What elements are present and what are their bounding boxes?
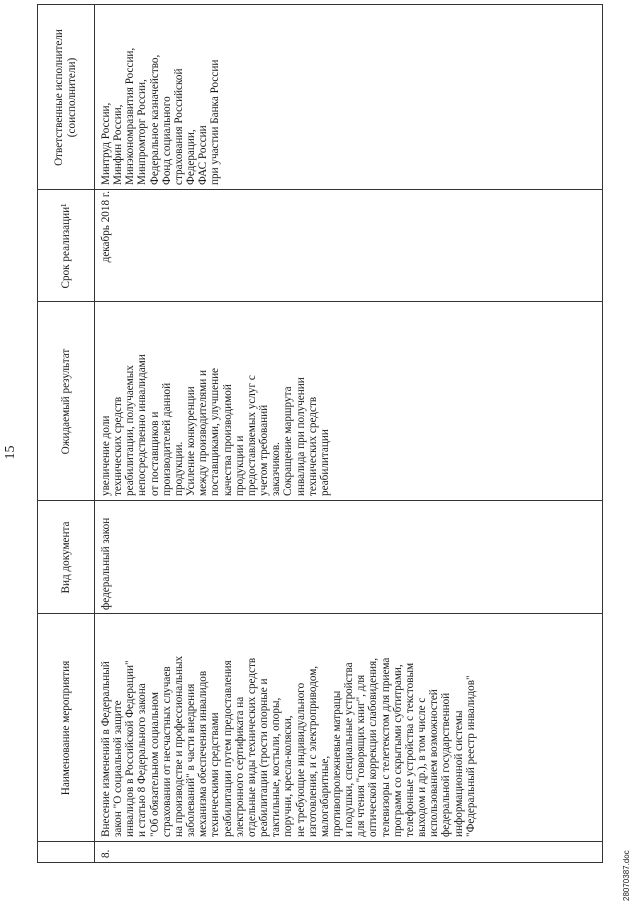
document-type-value: федеральный закон	[100, 517, 112, 610]
column-divider	[38, 613, 602, 614]
header-expected-result: Ожидаемый результат	[59, 348, 72, 455]
row-number: 8.	[100, 849, 112, 858]
column-divider	[38, 189, 602, 190]
column-divider	[38, 500, 602, 501]
column-divider	[38, 301, 602, 302]
header-measure-name: Наименование мероприятия	[59, 660, 72, 796]
header-document-type: Вид документа	[59, 521, 72, 594]
page-number: 15	[3, 445, 18, 460]
header-divider	[94, 5, 95, 862]
header-deadline: Срок реализации¹	[59, 203, 72, 289]
column-divider	[38, 841, 602, 842]
measures-table	[37, 4, 603, 863]
deadline-value: декабрь 2018 г.	[100, 191, 112, 263]
measure-description: Внесение изменений в Федеральный закон "О социальной защите инвалидов в Российской Федерации" и статью 8 Федерального закона "Об обязательном социальном страховании от несчастных случаев на производстве и профессиональных заболеваний" в части внедрения механизма обеспечения инвалидов техническими средствами реабилитации путем предоставления электронного сертификата на отдельные виды технических средств реабилитации (трости опорные и тактильные, костыли, опоры, поручни, кресла-коляски, не требующие индивидуального изготовления, и с электроприводом, малогабаритные, противопролежневые матрацы и подушки, специальные устройства для чтения "говорящих книг", для оптической коррекции слабовидения, телевизоры с телетекстом для приема программ со скрытыми субтитрами, телефонные устройства с текстовым выходом и др.), в том числе с использованием возможностей федеральной государственной информационной системы "Федеральный реестр инвалидов"	[100, 655, 477, 837]
expected-result-value: увеличение доли технических средств реабилитации, получаемых непосредственно инвалидами от поставщиков и производителей данной продукции. Усиление конкуренции между производителями и поставщиками, улучшение качества производимой продукции и предоставляемых услуг с учетом требований заказчиков. Сокращение маршрута инвалида при получении технических средств реабилитации	[100, 354, 331, 496]
executors-value: Минтруд России, Минфин России, Минэкономразвития России, Минпромторг России, Федеральное казначейство, Фонд социального страхования Российской Федерации, ФАС России при участии Банка России	[100, 47, 222, 185]
header-executors: Ответственные исполнители (соисполнители)	[53, 29, 78, 166]
document-file-code: 28070387.doc	[622, 850, 631, 901]
